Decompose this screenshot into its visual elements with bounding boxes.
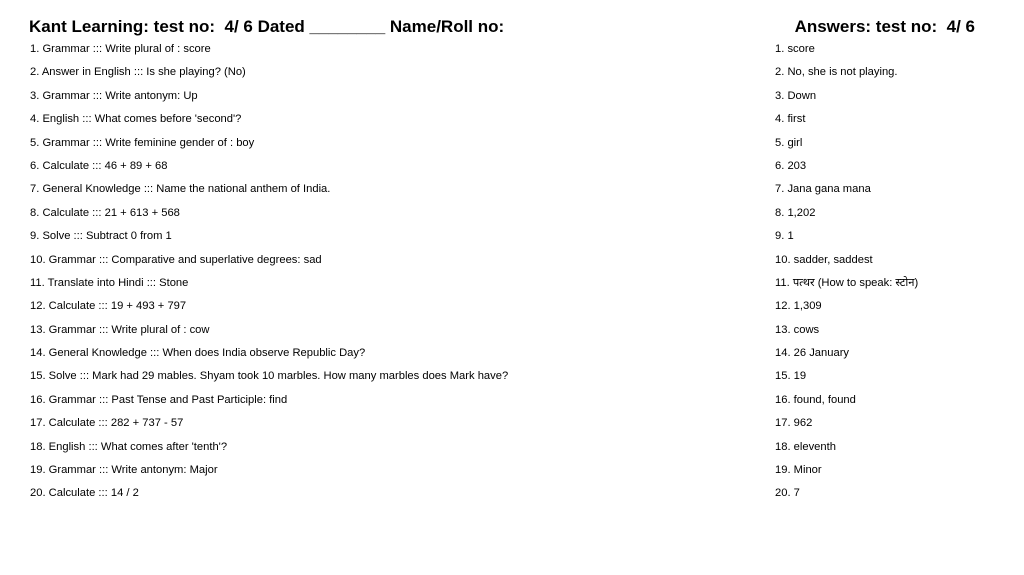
question-item: 3. Grammar ::: Write antonym: Up (30, 89, 198, 102)
question-item: 9. Solve ::: Subtract 0 from 1 (30, 230, 172, 243)
question-item: 8. Calculate ::: 21 + 613 + 568 (30, 206, 180, 219)
question-item: 19. Grammar ::: Write antonym: Major (30, 464, 218, 477)
question-item: 14. General Knowledge ::: When does India observe Republic Day? (30, 347, 366, 360)
question-item: 13. Grammar ::: Write plural of : cow (30, 323, 210, 336)
answer-item: 8. 1,202 (775, 206, 816, 219)
answer-item: 11. पत्थर (How to speak: स्टोन) (775, 276, 919, 289)
answer-list (775, 40, 1015, 508)
answer-item: 9. 1 (775, 230, 794, 243)
question-item: 1. Grammar ::: Write plural of : score (30, 43, 211, 55)
answer-item: 5. girl (775, 136, 803, 149)
answers-title: Answers: test no: 4/ 6 (794, 17, 975, 36)
question-item: 15. Solve ::: Mark had 29 mables. Shyam took 10 marbles. How many marbles does Mark have? (30, 370, 509, 383)
answer-item: 16. found, found (775, 393, 856, 406)
answer-item: 17. 962 (775, 417, 813, 430)
question-item: 18. English ::: What comes after 'tenth'? (30, 440, 228, 453)
answer-item: 12. 1,309 (775, 300, 822, 313)
answer-item: 15. 19 (775, 370, 807, 383)
answer-item: 3. Down (775, 89, 817, 102)
answer-item: 20. 7 (775, 487, 800, 500)
answer-item: 18. eleventh (775, 440, 836, 453)
question-item: 4. English ::: What comes before 'second'? (30, 113, 242, 126)
test-title: Kant Learning: test no: 4/ 6 Dated ________ Name/Roll no: (29, 17, 505, 36)
answer-item: 2. No, she is not playing. (775, 66, 898, 79)
answer-item: 4. first (775, 113, 806, 126)
question-item: 20. Calculate ::: 14 / 2 (30, 487, 139, 500)
question-item: 7. General Knowledge ::: Name the national anthem of India. (30, 183, 331, 196)
answer-item: 14. 26 January (775, 347, 850, 360)
question-item: 16. Grammar ::: Past Tense and Past Participle: find (30, 393, 288, 406)
question-item: 12. Calculate ::: 19 + 493 + 797 (30, 300, 187, 313)
answer-item: 19. Minor (775, 464, 822, 477)
answer-item: 6. 203 (775, 159, 807, 172)
question-item: 5. Grammar ::: Write feminine gender of : boy (30, 136, 255, 149)
answer-item: 1. score (775, 43, 815, 55)
question-item: 2. Answer in English ::: Is she playing? (No) (30, 66, 246, 79)
question-item: 17. Calculate ::: 282 + 737 - 57 (30, 417, 184, 430)
question-list (30, 40, 750, 508)
answer-item: 10. sadder, saddest (775, 253, 873, 266)
question-item: 11. Translate into Hindi ::: Stone (30, 276, 189, 289)
answer-item: 7. Jana gana mana (775, 183, 871, 196)
answer-item: 13. cows (775, 323, 820, 336)
question-item: 6. Calculate ::: 46 + 89 + 68 (30, 159, 168, 172)
question-item: 10. Grammar ::: Comparative and superlative degrees: sad (30, 253, 322, 266)
